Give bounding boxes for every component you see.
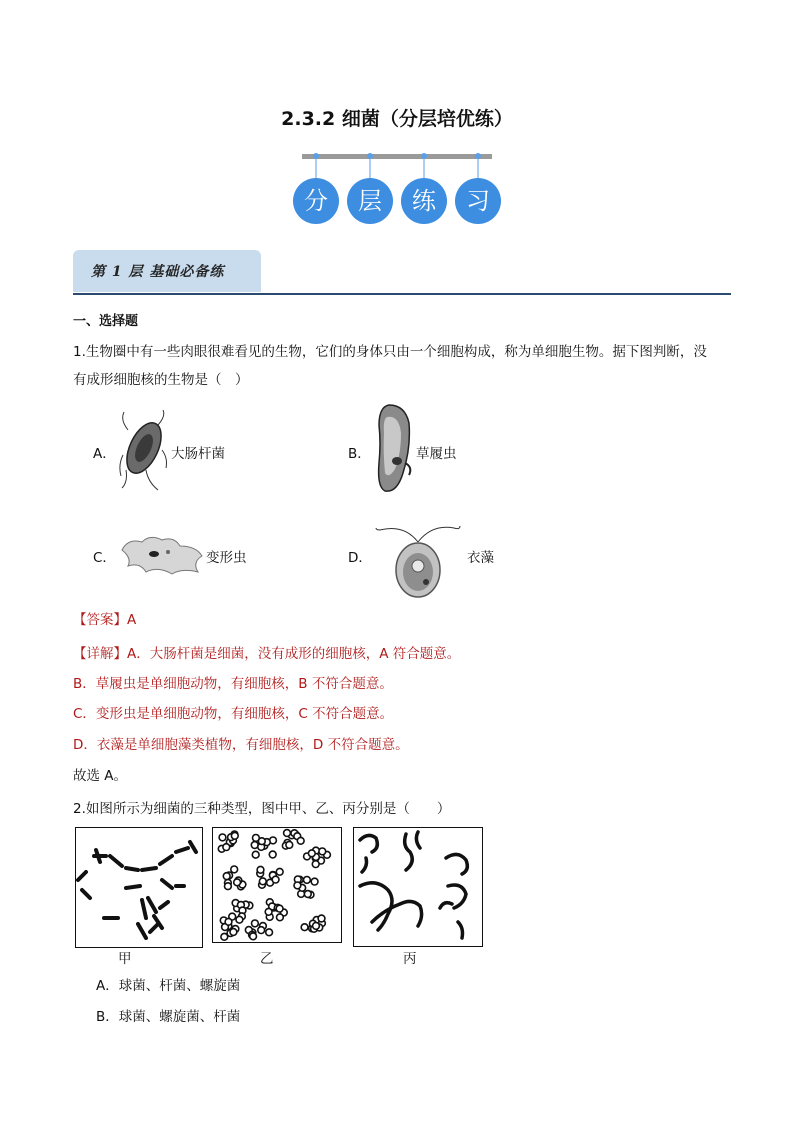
panel-label-bing: 丙 <box>403 951 417 967</box>
coccus-dot <box>231 866 238 873</box>
coccus-dot <box>231 832 238 839</box>
cocci-figure <box>213 828 341 942</box>
q1-detail-c: C．变形虫是单细胞动物，有细胞核，C 不符合题意。 <box>73 706 394 722</box>
coccus-dot <box>225 883 232 890</box>
q1-option-a-name: 大肠杆菌 <box>171 446 225 462</box>
coccus-dot <box>236 916 243 923</box>
coccus-dot <box>276 868 283 875</box>
coccus-dot <box>269 851 276 858</box>
coccus-dot <box>258 838 265 845</box>
practice-banner <box>290 150 500 230</box>
banner-char-4: 习 <box>455 178 501 224</box>
detail-tag: 【详解】 <box>73 646 127 662</box>
banner-char-3: 练 <box>401 178 447 224</box>
coccus-dot <box>318 915 325 922</box>
q1-option-a-letter: A． <box>93 446 116 462</box>
coccus-dot <box>304 891 311 898</box>
coccus-dot <box>319 848 326 855</box>
coccus-dot <box>265 908 272 915</box>
paramecium-image <box>375 403 413 495</box>
spirilla-figure <box>354 828 482 946</box>
coccus-dot <box>259 878 266 885</box>
q1-detail-a <box>73 641 460 667</box>
detail-a-text: A．大肠杆菌是细菌，没有成形的细胞核，A 符合题意。 <box>127 646 461 662</box>
coccus-dot <box>252 851 259 858</box>
panel-cocci <box>212 827 342 943</box>
coccus-dot <box>223 873 230 880</box>
coccus-dot <box>284 830 291 837</box>
e-coli-image <box>118 410 170 492</box>
coccus-dot <box>257 866 264 873</box>
q1-detail-b: B．草履虫是单细胞动物，有细胞核，B 不符合题意。 <box>73 676 393 692</box>
q1-detail-d: D．衣藻是单细胞藻类植物，有细胞核，D 不符合题意。 <box>73 737 409 753</box>
section-title: 一、选择题 <box>73 314 139 329</box>
coccus-dot <box>230 929 237 936</box>
page-title: 2.3.2 细菌（分层培优练） <box>281 108 513 130</box>
level-label: 第 1 层 基础必备练 <box>91 264 225 280</box>
panel-spirilla <box>353 827 483 947</box>
coccus-dot <box>223 844 230 851</box>
panel-label-yi: 乙 <box>260 951 274 967</box>
coccus-dot <box>225 918 232 925</box>
rods-figure <box>76 828 202 947</box>
q1-conclusion: 故选 A。 <box>73 768 128 784</box>
coccus-dot <box>294 882 301 889</box>
q1-option-c-name: 变形虫 <box>206 550 247 566</box>
answer-value: A <box>127 612 137 628</box>
coccus-dot <box>304 877 311 884</box>
banner-bar <box>290 150 500 180</box>
coccus-dot <box>311 878 318 885</box>
coccus-dot <box>252 920 259 927</box>
panel-label-jia: 甲 <box>118 951 132 967</box>
coccus-dot <box>313 923 320 930</box>
amoeba-image <box>118 532 204 576</box>
coccus-dot <box>219 834 226 841</box>
coccus-dot <box>286 842 293 849</box>
q1-option-b-letter: B． <box>348 446 371 462</box>
answer-tag: 【答案】 <box>73 612 127 628</box>
q1-text-line1: 1.生物圈中有一些肉眼很难看见的生物，它们的身体只由一个细胞构成，称为单细胞生物。据下图判断，没 <box>73 344 707 360</box>
q2-text: 2.如图所示为细菌的三种类型，图中甲、乙、丙分别是（ ） <box>73 801 451 817</box>
coccus-dot <box>301 924 308 931</box>
coccus-dot <box>272 876 279 883</box>
q2-option-a: A．球菌、杆菌、螺旋菌 <box>96 978 241 994</box>
coccus-dot <box>312 861 319 868</box>
coccus-dot <box>258 927 265 934</box>
chlamydomonas-image <box>374 510 462 600</box>
level-tab <box>73 250 261 292</box>
coccus-dot <box>234 879 241 886</box>
q1-answer <box>73 607 136 633</box>
banner-char-1: 分 <box>293 178 339 224</box>
q1-option-d-letter: D． <box>348 550 372 566</box>
coccus-dot <box>250 933 257 940</box>
coccus-dot <box>297 837 304 844</box>
q1-text-line2: 有成形细胞核的生物是（ ） <box>73 372 249 388</box>
q1-option-c-letter: C． <box>93 550 116 566</box>
coccus-dot <box>221 933 228 940</box>
q1-option-b-name: 草履虫 <box>416 446 457 462</box>
banner-char-2: 层 <box>347 178 393 224</box>
q1-option-d-name: 衣藻 <box>467 550 494 566</box>
panel-rods <box>75 827 203 948</box>
level-divider <box>73 293 731 295</box>
coccus-dot <box>277 914 284 921</box>
q2-option-b: B．球菌、螺旋菌、杆菌 <box>96 1009 241 1025</box>
coccus-dot <box>276 905 283 912</box>
coccus-dot <box>266 929 273 936</box>
coccus-dot <box>308 850 315 857</box>
